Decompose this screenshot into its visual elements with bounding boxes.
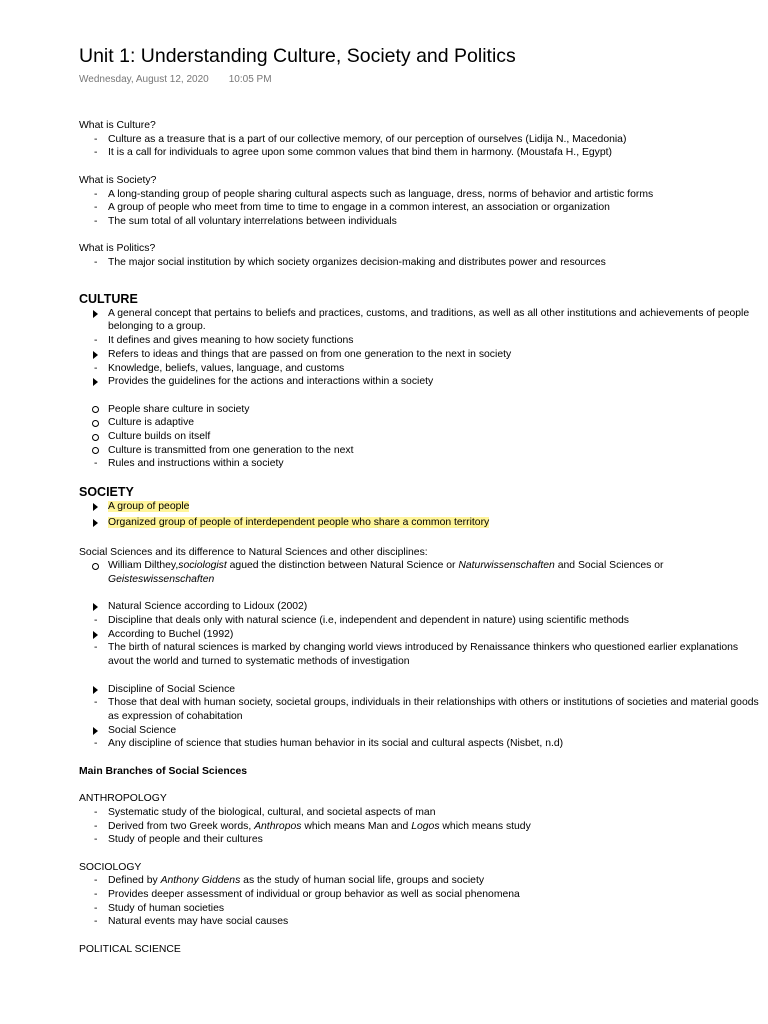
list-item: Derived from two Greek words, Anthropos which means Man and Logos which means study bbox=[108, 820, 531, 832]
sociology-heading: SOCIOLOGY bbox=[79, 861, 142, 873]
political-science-heading: POLITICAL SCIENCE bbox=[79, 943, 181, 955]
politics-question: What is Politics? bbox=[79, 243, 156, 255]
list-item: Culture as a treasure that is a part of our collective memory, of our perception of ourselves (Lidija N., Macedonia) bbox=[108, 133, 627, 145]
list-item: A long-standing group of people sharing cultural aspects such as language, dress, norms of behavior and artistic forms bbox=[108, 188, 654, 200]
list-item: The major social institution by which society organizes decision-making and distributes power and resources bbox=[108, 257, 606, 268]
list-item: According to Buchel (1992) bbox=[108, 628, 234, 640]
list-item: Discipline of Social Science bbox=[108, 683, 236, 695]
list-item: Study of human societies bbox=[108, 902, 225, 914]
list-item: People share culture in society bbox=[108, 403, 250, 415]
culture-heading: CULTURE bbox=[79, 291, 138, 306]
note-page bbox=[79, 44, 759, 957]
list-item: The sum total of all voluntary interrelations between individuals bbox=[108, 215, 397, 227]
society-heading: SOCIETY bbox=[79, 485, 134, 500]
list-item: Study of people and their cultures bbox=[108, 834, 263, 846]
note-date: Wednesday, August 12, 2020 bbox=[79, 74, 209, 85]
list-item: Provides deeper assessment of individual or group behavior as well as social phenomena bbox=[108, 889, 520, 901]
list-item: It defines and gives meaning to how society functions bbox=[108, 335, 354, 347]
social-sciences-intro: Social Sciences and its difference to Natural Sciences and other disciplines: bbox=[79, 546, 428, 558]
list-item: Culture is adaptive bbox=[108, 417, 195, 429]
note-timestamp bbox=[79, 74, 759, 86]
branches-heading: Main Branches of Social Sciences bbox=[79, 765, 248, 777]
list-item: Natural events may have social causes bbox=[108, 916, 289, 928]
highlighted-text: Organized group of people of interdependent people who share a common territory bbox=[108, 516, 490, 528]
list-item: Defined by Anthony Giddens as the study of human social life, groups and society bbox=[108, 875, 485, 887]
list-item: The birth of natural sciences is marked by changing world views introduced by Renaissance thinkers who questioned earlier explanations avout the world and turned to systematic methods of investigation bbox=[108, 642, 739, 668]
list-item: Any discipline of science that studies human behavior in its social and cultural aspects (Nisbet, n.d) bbox=[108, 738, 564, 750]
culture-question: What is Culture? bbox=[79, 120, 156, 131]
page-title: Unit 1: Understanding Culture, Society and Politics bbox=[79, 45, 516, 67]
list-item: Those that deal with human society, societal groups, individuals in their relationships with others or institutions of societies and material goods as expression of cohabitation bbox=[108, 697, 759, 722]
list-item: Rules and instructions within a society bbox=[108, 458, 284, 470]
anthropology-heading: ANTHROPOLOGY bbox=[79, 793, 167, 805]
list-item: Culture is transmitted from one generation to the next bbox=[108, 444, 354, 456]
list-item: Natural Science according to Lidoux (2002) bbox=[108, 601, 308, 613]
list-item bbox=[79, 516, 759, 530]
list-item: It is a call for individuals to agree upon some common values that bind them in harmony. (Moustafa H., Egypt) bbox=[108, 147, 612, 159]
society-question: What is Society? bbox=[79, 174, 157, 186]
note-time: 10:05 PM bbox=[228, 74, 272, 85]
list-item: William Dilthey,sociologist agued the distinction between Natural Science or Naturwissenschaften and Social Sciences or Geisteswissenschaften bbox=[108, 560, 664, 585]
highlighted-text: A group of people bbox=[108, 501, 190, 513]
list-item: A general concept that pertains to beliefs and practices, customs, and traditions, as well as all other institutions and achievements of people belonging to a group. bbox=[108, 307, 750, 333]
list-item: Culture builds on itself bbox=[108, 431, 211, 443]
list-item: A group of people who meet from time to time to engage in a common interest, an association or organization bbox=[108, 202, 610, 214]
list-item: Provides the guidelines for the actions and interactions within a society bbox=[108, 376, 434, 388]
list-item: Discipline that deals only with natural science (i.e, independent and dependent in nature) using scientific methods bbox=[108, 615, 630, 627]
list-item: Knowledge, beliefs, values, language, and customs bbox=[108, 362, 345, 374]
list-item: Systematic study of the biological, cultural, and societal aspects of man bbox=[108, 806, 436, 818]
list-item: Refers to ideas and things that are passed on from one generation to the next in society bbox=[108, 348, 512, 360]
list-item: Social Science bbox=[108, 724, 177, 736]
list-item bbox=[79, 500, 759, 514]
